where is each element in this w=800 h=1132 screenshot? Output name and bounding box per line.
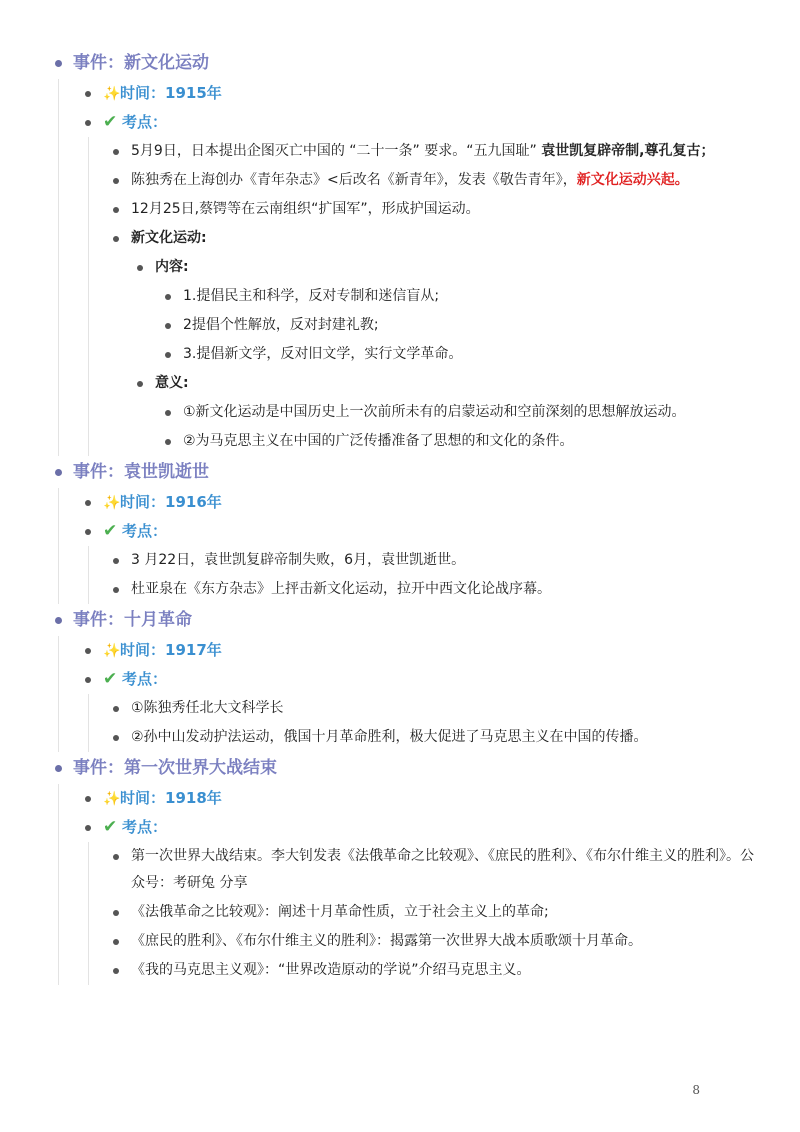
guide-line	[88, 546, 89, 604]
content-item: 2提倡个性解放，反对封建礼教;	[183, 317, 379, 333]
content-item: 3.提倡新文学，反对旧文学，实行文学革命。	[183, 346, 463, 362]
points-label: 考点：	[122, 522, 168, 540]
bullet-icon	[113, 207, 119, 213]
time-row	[85, 784, 775, 813]
points-label: 考点：	[122, 818, 168, 836]
time-label: 时间：	[120, 641, 166, 659]
bullet-icon	[85, 796, 91, 802]
list-item	[113, 956, 761, 985]
guide-line	[58, 784, 59, 985]
bullet-icon	[113, 236, 119, 242]
bullet-icon	[85, 91, 91, 97]
bullet-icon	[113, 587, 119, 593]
list-item	[113, 723, 761, 752]
bullet-icon	[85, 120, 91, 126]
bullet-icon	[85, 677, 91, 683]
event-title-text: 事件：新文化运动	[73, 53, 209, 73]
event-title-text: 事件：十月革命	[73, 610, 192, 630]
time-value: 1918年	[165, 789, 222, 807]
check-icon: ✔	[103, 669, 118, 689]
list-item	[165, 427, 743, 456]
meaning-label: 意义:	[155, 375, 189, 391]
meaning-item: ①新文化运动是中国历史上一次前所未有的启蒙运动和空前深刻的思想解放运动。	[183, 404, 686, 420]
bullet-icon	[55, 469, 62, 476]
point-text: 3 月22日，袁世凯复辟帝制失败，6月，袁世凯逝世。	[131, 552, 466, 568]
point-text: 5月9日，日本提出企图灭亡中国的 “二十一条” 要求。“五九国耻”	[131, 143, 542, 159]
list-item	[113, 842, 761, 898]
bullet-icon	[55, 60, 62, 67]
list-item	[113, 694, 761, 723]
bullet-icon	[137, 381, 143, 387]
bullet-icon	[113, 149, 119, 155]
page-number: 8	[692, 1083, 700, 1097]
event-body	[55, 79, 775, 456]
point-text: 《庶民的胜利》、《布尔什维主义的胜利》：揭露第一次世界大战本质歌颂十月革命。	[131, 933, 642, 949]
points-list	[85, 546, 775, 604]
meaning-heading	[137, 369, 775, 398]
list-item	[113, 137, 761, 166]
bullet-icon	[85, 825, 91, 831]
movement-heading	[113, 224, 761, 253]
list-item	[113, 166, 761, 195]
list-item	[113, 546, 761, 575]
guide-line	[58, 79, 59, 456]
time-value: 1915年	[165, 84, 222, 102]
time-row	[85, 636, 775, 665]
check-icon: ✔	[103, 817, 118, 837]
event-new-culture-movement	[55, 47, 775, 456]
time-value: 1917年	[165, 641, 222, 659]
bullet-icon	[85, 529, 91, 535]
bullet-icon	[55, 617, 62, 624]
event-ww1-end	[55, 752, 775, 985]
bullet-icon	[113, 854, 119, 860]
sparkle-icon: ✨	[103, 86, 121, 102]
content-label: 内容:	[155, 259, 189, 275]
movement-details	[109, 253, 775, 456]
meaning-item: ②为马克思主义在中国的广泛传播准备了思想的和文化的条件。	[183, 433, 574, 449]
event-body	[55, 636, 775, 752]
points-row	[85, 665, 775, 694]
point-text: 第一次世界大战结束。李大钊发表《法俄革命之比较观》、《庶民的胜利》、《布尔什维主义的胜利》。公众号：考研兔 分享	[131, 848, 754, 891]
list-item	[113, 927, 761, 956]
event-title-text: 事件：袁世凯逝世	[73, 462, 209, 482]
bullet-icon	[165, 294, 171, 300]
point-text: ②孙中山发动护法运动，俄国十月革命胜利，极大促进了马克思主义在中国的传播。	[131, 729, 648, 745]
guide-line	[58, 636, 59, 752]
point-text: 杜亚泉在《东方杂志》上抨击新文化运动，拉开中西文化论战序幕。	[131, 581, 551, 597]
time-label: 时间：	[120, 493, 166, 511]
point-highlight-text: 新文化运动兴起。	[576, 172, 689, 188]
points-list	[85, 694, 775, 752]
movement-label: 新文化运动:	[131, 230, 207, 246]
bullet-icon	[137, 265, 143, 271]
event-body	[55, 784, 775, 985]
bullet-icon	[113, 910, 119, 916]
event-body	[55, 488, 775, 604]
guide-line	[88, 842, 89, 985]
event-title	[55, 456, 775, 488]
sparkle-icon: ✨	[103, 495, 121, 511]
event-title	[55, 47, 775, 79]
point-text: 《法俄革命之比较观》：阐述十月革命性质，立于社会主义上的革命;	[131, 904, 549, 920]
event-title-text: 事件：第一次世界大战结束	[73, 758, 277, 778]
bullet-icon	[113, 558, 119, 564]
sparkle-icon: ✨	[103, 791, 121, 807]
bullet-icon	[165, 439, 171, 445]
points-row	[85, 517, 775, 546]
point-text: 《我的马克思主义观》：“世界改造原动的学说”介绍马克思主义。	[131, 962, 531, 978]
guide-line	[58, 488, 59, 604]
points-list	[85, 842, 775, 985]
time-row	[85, 488, 775, 517]
check-icon: ✔	[103, 521, 118, 541]
list-item	[113, 575, 761, 604]
bullet-icon	[85, 648, 91, 654]
time-value: 1916年	[165, 493, 222, 511]
guide-line	[88, 694, 89, 752]
time-label: 时间：	[120, 84, 166, 102]
bullet-icon	[85, 500, 91, 506]
content-heading	[137, 253, 775, 282]
sparkle-icon: ✨	[103, 643, 121, 659]
point-text: 陈独秀在上海创办《青年杂志》<后改名《新青年》，发表《敬告青年》，	[131, 172, 577, 188]
time-row	[85, 79, 775, 108]
points-row	[85, 813, 775, 842]
event-title	[55, 604, 775, 636]
list-item	[113, 195, 761, 224]
points-row	[85, 108, 775, 137]
bullet-icon	[113, 706, 119, 712]
bullet-icon	[113, 178, 119, 184]
point-text: 12月25日,蔡锷等在云南组织“扩国军”，形成护国运动。	[131, 201, 480, 217]
point-bold-text: 袁世凯复辟帝制,尊孔复古；	[541, 143, 715, 159]
list-item	[165, 340, 743, 369]
bullet-icon	[113, 939, 119, 945]
bullet-icon	[113, 735, 119, 741]
guide-line	[88, 137, 89, 456]
bullet-icon	[113, 968, 119, 974]
event-title	[55, 752, 775, 784]
event-list	[55, 47, 775, 985]
bullet-icon	[165, 410, 171, 416]
bullet-icon	[165, 352, 171, 358]
time-label: 时间：	[120, 789, 166, 807]
list-item	[113, 898, 761, 927]
points-label: 考点：	[122, 113, 168, 131]
points-list	[85, 137, 775, 456]
bullet-icon	[55, 765, 62, 772]
content-item: 1.提倡民主和科学，反对专制和迷信盲从;	[183, 288, 440, 304]
check-icon: ✔	[103, 112, 118, 132]
point-text: ①陈独秀任北大文科学长	[131, 700, 284, 716]
list-item	[165, 398, 743, 427]
list-item	[165, 282, 743, 311]
points-label: 考点：	[122, 670, 168, 688]
list-item	[165, 311, 743, 340]
event-yuan-shikai-death	[55, 456, 775, 604]
bullet-icon	[165, 323, 171, 329]
event-october-revolution	[55, 604, 775, 752]
